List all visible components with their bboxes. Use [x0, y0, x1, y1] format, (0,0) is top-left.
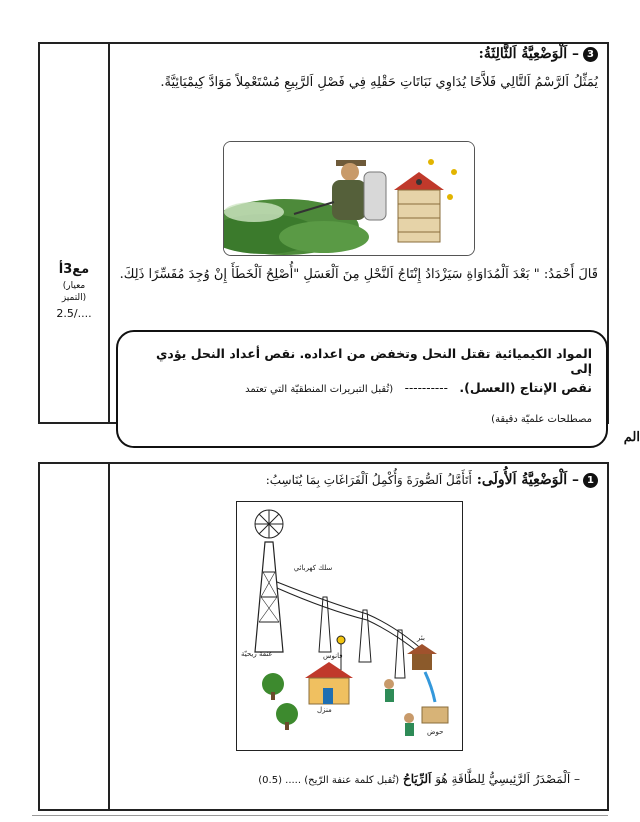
criterion-column	[40, 262, 108, 320]
label-house: منزل	[317, 706, 332, 714]
situation-3-quote: قَالَ أَحْمَدُ: " بَعْدَ اَلْمُدَاوَاةِ سَيَزْدَادُ إِنْتَاجُ اَلنَّحْلِ مِنَ اَلْعَسَلِ "أُصْلِحُ اَلْخَطَأَ إِنْ وُجِدَ مُفَسِّرًا ذَلِكَ.	[119, 267, 598, 282]
label-wind-turbine: عنفة ريحيّة	[241, 650, 273, 658]
label-lamp: فانوس	[323, 652, 343, 660]
criterion-score: 2.5/....	[56, 307, 92, 320]
answer-line-3: مصطلحات علميّة دقيقة)	[491, 414, 592, 425]
heading-text-2: – اَلْوَضْعِيَّةُ اَلأُولَى:	[476, 472, 579, 488]
situation-1-answer	[120, 772, 580, 786]
criterion-code: مع3أ	[58, 262, 90, 277]
answer-line-2	[132, 380, 592, 395]
answer-dashes: ----------	[404, 381, 448, 395]
answer-key-bubble	[116, 330, 608, 448]
farmer-spraying-image	[224, 142, 474, 255]
situation-3-intro: يُمَثِّلُ اَلرَّسْمُ اَلتَّالِي فَلاَّحًا يُدَاوِي نَبَاتَاتِ حَقْلِهِ فِي فَصْلِ اَلرَّبِيعِ مُسْتَعْمِلاً مَوَادَّ كِيمْيَائِيَّةً.	[160, 75, 598, 90]
answer-line-1: المواد الكيميائية تقتل النحل وتخفض من اعداده. نقص أعداد النحل يؤدي إلى	[155, 346, 592, 376]
answer-note: (تُقبل كلمة عنفة الرّيح) ..... (0.5)	[258, 775, 400, 786]
page-bottom-rule	[32, 815, 608, 816]
score-column-divider	[108, 44, 110, 422]
cut-off-text: الم	[623, 430, 640, 445]
wind-energy-drawing	[237, 502, 462, 750]
situation-1-heading	[128, 472, 598, 488]
label-well: بئر	[417, 634, 425, 642]
section-number-badge-2: 1	[583, 473, 598, 488]
criterion-note-2: التميز)	[61, 293, 87, 303]
situation-3-heading	[479, 46, 598, 62]
answer-prefix: – اَلْمَصْدَرُ اَلرَّئِيسِيُّ لِلطَّاقَةِ هُوَ	[435, 772, 580, 786]
label-basin: حوض	[427, 728, 444, 736]
section-number-badge: 3	[583, 47, 598, 62]
wind-energy-diagram	[236, 501, 463, 751]
score-column-divider-2	[108, 464, 110, 809]
farmer-spraying-illustration	[223, 141, 475, 256]
heading-text: – اَلْوَضْعِيَّةُ اَلثَّالِثَةُ:	[478, 46, 579, 62]
situation-1-instruction: أَتَأَمَّلُ اَلصُّورَةَ وَأُكْمِلُ اَلْفَرَاغَاتِ بِمَا يُنَاسِبُ:	[265, 473, 472, 487]
answer-fill: اَلرِّيَاحُ	[403, 772, 432, 786]
criterion-note: (معيار	[62, 281, 86, 291]
answer-line-2-main: نقص الإنتاج (العسل).	[459, 380, 592, 395]
answer-line-2-note: (تُقبل التبريرات المنطقيّة التي تعتمد	[245, 384, 394, 395]
label-power-line: سلك كهربائي	[293, 564, 333, 572]
